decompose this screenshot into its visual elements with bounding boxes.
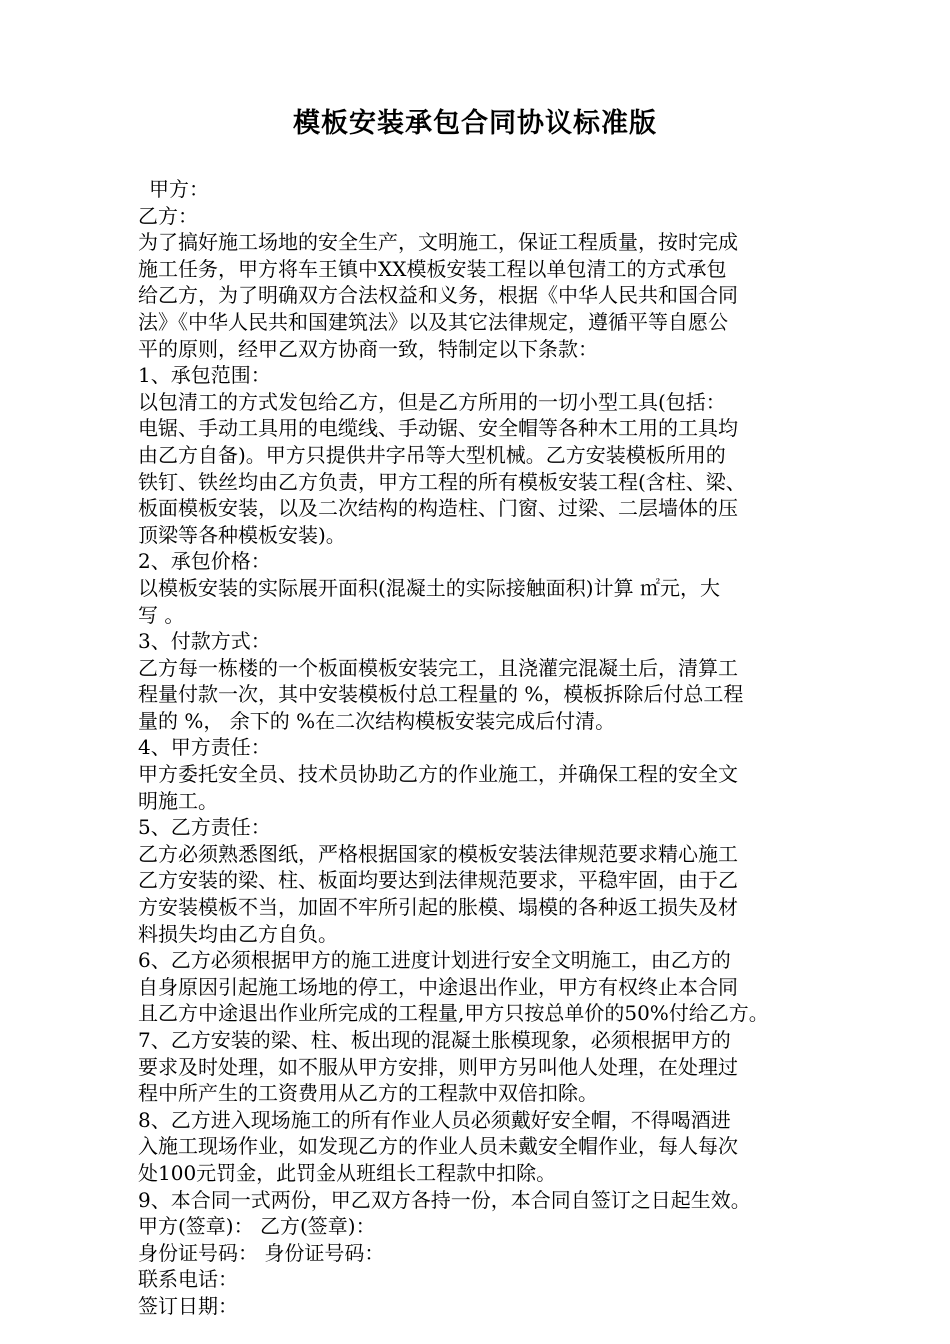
signature-line: 甲方(签章)： 乙方(签章)： bbox=[138, 1214, 376, 1239]
clause-text: 程中所产生的工资费用从乙方的工程款中双倍扣除。 bbox=[138, 1081, 598, 1106]
clause-text: 以包清工的方式发包给乙方，但是乙方所用的一切小型工具(包括： bbox=[138, 389, 726, 414]
clause-text: 铁钉、铁丝均由乙方负责，甲方工程的所有模板安装工程(含柱、梁、 bbox=[138, 469, 746, 494]
clause-text: 电锯、手动工具用的电缆线、手动锯、安全帽等各种木工用的工具均 bbox=[138, 416, 738, 441]
clause-text: 乙方必须熟悉图纸，严格根据国家的模板安装法律规范要求精心施工 bbox=[138, 841, 738, 866]
clause-text: 明施工。 bbox=[138, 788, 218, 813]
clause-text: 6、乙方必须根据甲方的施工进度计划进行安全文明施工，由乙方的 bbox=[138, 948, 731, 973]
clause-text: 顶梁等各种模板安装)。 bbox=[138, 522, 346, 547]
document-title: 模板安装承包合同协议标准版 bbox=[293, 108, 657, 139]
clause-text: 由乙方自备)。甲方只提供井字吊等大型机械。乙方安装模板所用的 bbox=[138, 442, 726, 467]
clause-heading: 4、甲方责任： bbox=[138, 735, 271, 760]
id-number-line: 身份证号码： 身份证号码： bbox=[138, 1240, 385, 1265]
clause-text: 7、乙方安装的梁、柱、板出现的混凝土胀模现象，必须根据甲方的 bbox=[138, 1028, 731, 1052]
clause-text: 料损失均由乙方自负。 bbox=[138, 921, 338, 946]
document-body bbox=[138, 176, 838, 1320]
party-a-line: 甲方： bbox=[149, 177, 209, 201]
clause-text: 处100元罚金，此罚金从班组长工程款中扣除。 bbox=[138, 1160, 557, 1185]
clause-text: 量的 %， 余下的 %在二次结构模板安装完成后付清。 bbox=[138, 708, 616, 733]
preamble-line: 法》《中华人民共和国建筑法》以及其它法律规定，遵循平等自愿公 bbox=[138, 309, 728, 334]
preamble-line: 施工任务，甲方将车王镇中XX模板安装工程以单包清工的方式承包 bbox=[138, 256, 727, 281]
clause-heading: 1、承包范围： bbox=[138, 363, 271, 388]
preamble-line: 平的原则，经甲乙双方协商一致，特制定以下条款： bbox=[138, 336, 598, 361]
clause-heading: 5、乙方责任： bbox=[138, 815, 271, 840]
clause-heading: 2、承包价格： bbox=[138, 549, 271, 574]
clause-text: 写 。 bbox=[138, 602, 185, 627]
clause-text: 且乙方中途退出作业所完成的工程量,甲方只按总单价的50%付给乙方。 bbox=[138, 1001, 769, 1026]
clause-text: 方安装模板不当，加固不牢所引起的胀模、塌模的各种返工损失及材 bbox=[138, 895, 738, 920]
phone-line: 联系电话： bbox=[138, 1267, 238, 1292]
preamble-line: 为了搞好施工场地的安全生产，文明施工，保证工程质量，按时完成 bbox=[138, 230, 738, 255]
clause-text: 程量付款一次，其中安装模板付总工程量的 %，模板拆除后付总工程 bbox=[138, 682, 744, 707]
clause-text: 乙方每一栋楼的一个板面模板安装完工，且浇灌完混凝土后，清算工 bbox=[138, 655, 738, 680]
clause-text: 9、本合同一式两份，甲乙双方各持一份，本合同自签订之日起生效。 bbox=[138, 1187, 751, 1212]
clause-text: 8、乙方进入现场施工的所有作业人员必须戴好安全帽，不得喝酒进 bbox=[138, 1107, 731, 1132]
clause-text: 甲方委托安全员、技术员协助乙方的作业施工，并确保工程的安全文 bbox=[138, 762, 738, 787]
signing-date-line: 签订日期： bbox=[138, 1293, 238, 1318]
preamble-line: 给乙方，为了明确双方合法权益和义务，根据《中华人民共和国合同 bbox=[138, 283, 738, 308]
clause-text: 自身原因引起施工场地的停工，中途退出作业，甲方有权终止本合同 bbox=[138, 974, 738, 999]
clause-text: 入施工现场作业，如发现乙方的作业人员未戴安全帽作业，每人每次 bbox=[138, 1134, 738, 1159]
clause-text: 板面模板安装，以及二次结构的构造柱、门窗、过梁、二层墙体的压 bbox=[138, 496, 738, 521]
clause-text: 以模板安装的实际展开面积(混凝土的实际接触面积)计算 ㎡元，大 bbox=[138, 575, 720, 600]
clause-heading: 3、付款方式： bbox=[138, 629, 271, 654]
clause-text: 乙方安装的梁、柱、板面均要达到法律规范要求，平稳牢固，由于乙 bbox=[138, 868, 738, 893]
party-b-line: 乙方： bbox=[138, 203, 198, 228]
clause-text: 要求及时处理，如不服从甲方安排，则甲方另叫他人处理，在处理过 bbox=[138, 1054, 738, 1079]
